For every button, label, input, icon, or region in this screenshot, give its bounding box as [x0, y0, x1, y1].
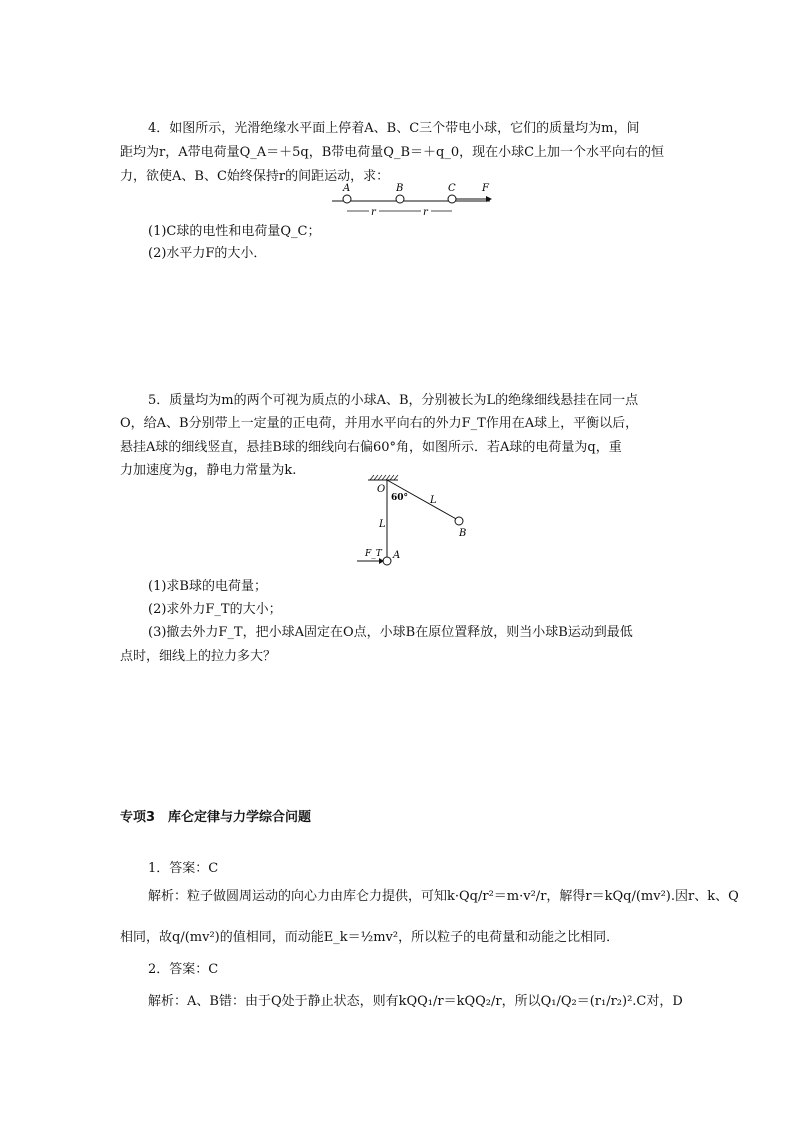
label-ft: F_T [365, 549, 382, 559]
q4-line-3: 力，欲使A、B、C始终保持r的间距运动，求： [120, 169, 390, 184]
answer-1: 1．答案：C [148, 861, 219, 876]
q5-line-3: 悬挂A球的细线竖直，悬挂B球的细线向右偏60°角，如图所示．若A球的电荷量为q，重 [120, 440, 622, 455]
ball-a [343, 195, 351, 203]
q4-line-2: 距均为r，A带电荷量Q_A＝＋5q，B带电荷量Q_B＝＋q_0，现在小球C上加一个水平向右的恒 [120, 145, 665, 160]
q5-line-4: 力加速度为g，静电力常量为k. [120, 463, 297, 478]
ball-b [396, 195, 404, 203]
label-b: B [396, 183, 404, 194]
q5-sub-4: 点时，细线上的拉力多大？ [120, 649, 277, 664]
label-a: A [343, 183, 351, 194]
q5-sub-3: (3)撤去外力F_T，把小球A固定在O点，小球B在原位置释放，则当小球B运动到最低 [148, 625, 633, 640]
q5-sub-1: (1)求B球的电荷量； [148, 579, 267, 594]
label-a: A [393, 550, 401, 561]
label-r-2: r [423, 207, 428, 218]
label-r-1: r [371, 207, 376, 218]
q5-line-1: 5．质量均为m的两个可视为质点的小球A、B，分别被长为L的绝缘细线悬挂在同一点 [148, 393, 639, 408]
label-l-2: L [430, 495, 437, 506]
q4-sub-2: (2)水平力F的大小． [148, 246, 267, 261]
answer-2-line-1: 解析：A、B错：由于Q处于静止状态，则有kQQ₁/r＝kQQ₂/r，所以Q₁/Q₂＝(r₁/r₂)².C对，D [148, 994, 683, 1009]
q4-sub-1: (1)C球的电性和电荷量Q_C； [148, 224, 321, 239]
q5-line-2: O，给A、B分别带上一定量的正电荷，并用水平向右的外力F_T作用在A球上，平衡以后， [120, 416, 639, 431]
label-c: C [448, 183, 456, 194]
q4-figure [320, 180, 500, 220]
label-f: F [482, 183, 489, 194]
ball-a [383, 557, 391, 565]
label-o: O [377, 484, 386, 495]
section-title: 专项3 库仑定律与力学综合问题 [120, 810, 312, 825]
answer-2: 2．答案：C [148, 962, 219, 977]
q4-line-1: 4．如图所示，光滑绝缘水平面上停着A、B、C三个带电小球，它们的质量均为m，间 [148, 121, 640, 136]
ball-b [455, 517, 463, 525]
ball-c [448, 195, 456, 203]
q5-sub-2: (2)求外力F_T的大小； [148, 602, 282, 617]
answer-1-line-1: 解析：粒子做圆周运动的向心力由库仑力提供，可知k·Qq/r²＝m·v²/r，解得r＝kQq/(mv²).因r、k、Q [148, 889, 739, 904]
q5-figure [352, 474, 482, 574]
label-b: B [459, 528, 467, 539]
answer-1-line-2: 相同，故q/(mv²)的值相同，而动能E_k＝½mv²，所以粒子的电荷量和动能之比相同． [120, 930, 620, 945]
label-l-1: L [379, 519, 386, 530]
label-angle: 60° [391, 493, 409, 503]
